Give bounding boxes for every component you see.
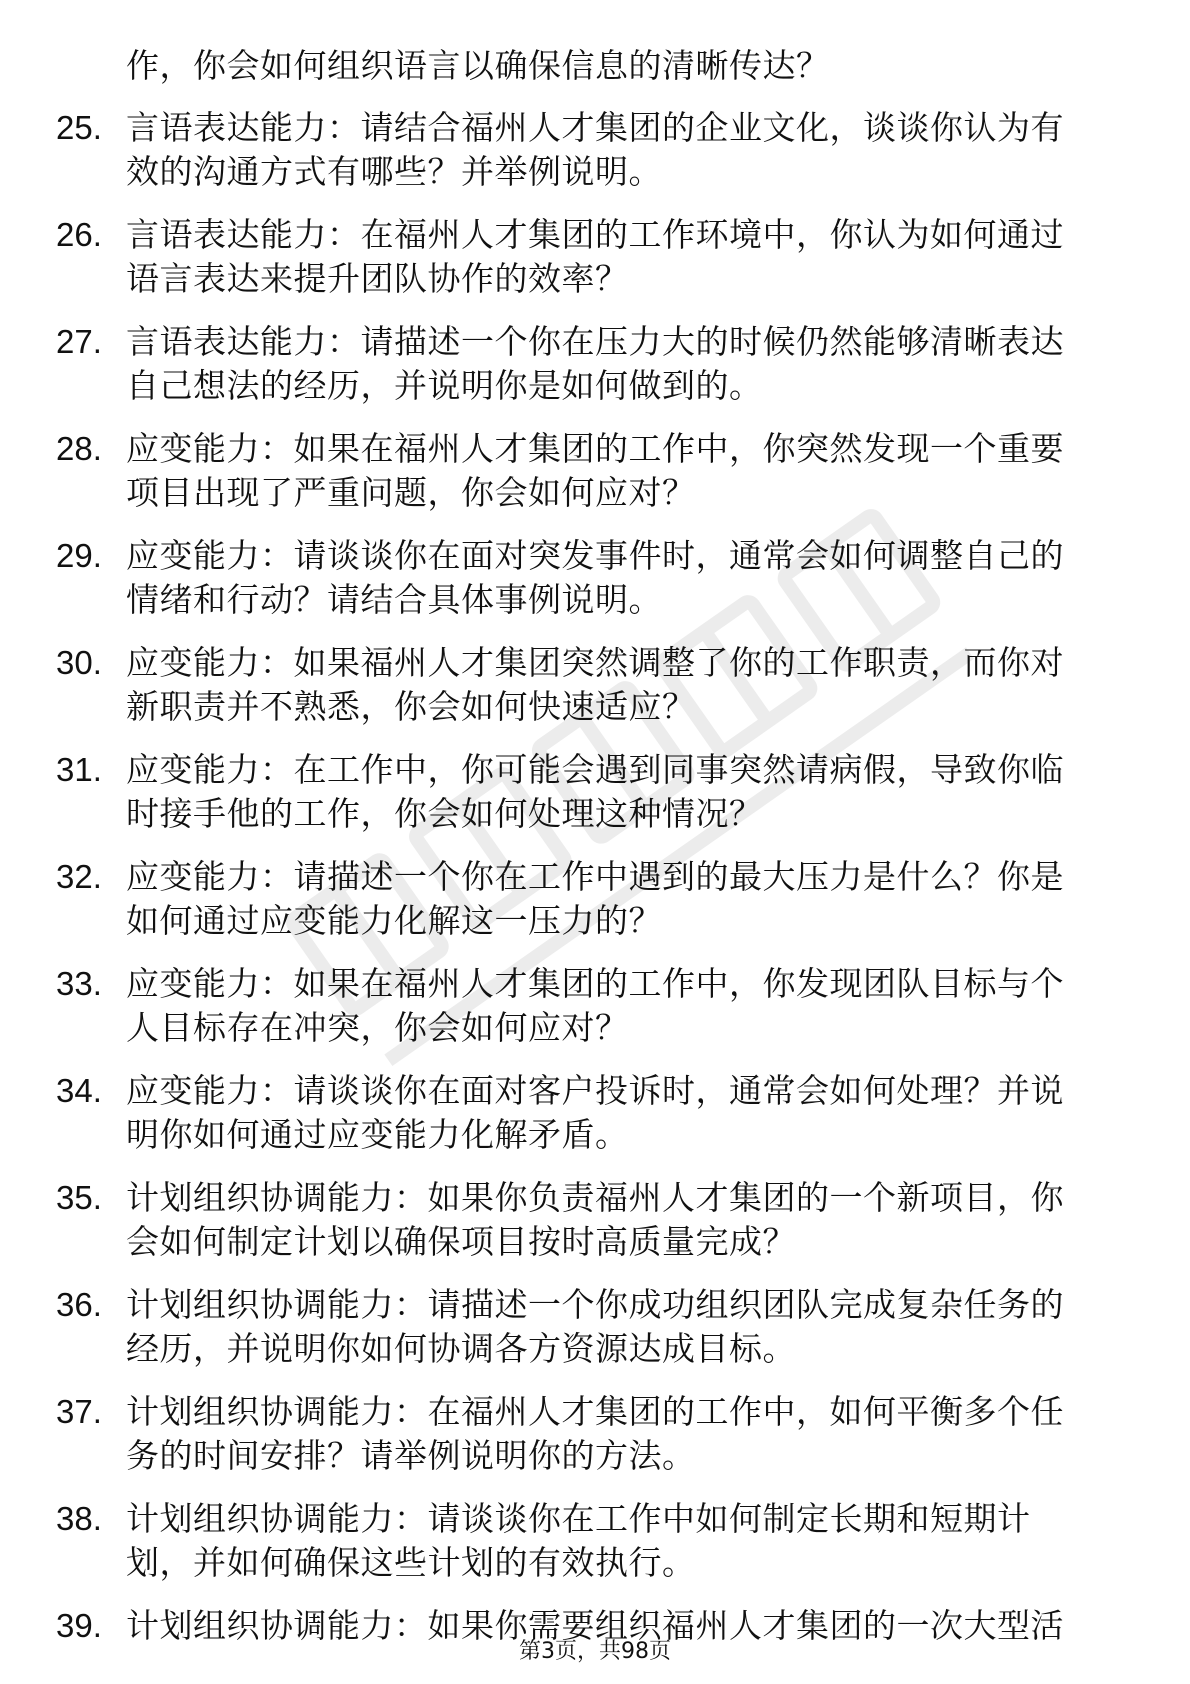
item-number: 38. xyxy=(56,1500,102,1537)
item-text-line: 应变能力：请描述一个你在工作中遇到的最大压力是什么？你是 xyxy=(126,857,1064,896)
page-footer: 第3页，共98页 xyxy=(519,1639,671,1664)
item-text xyxy=(126,320,1116,408)
item-text xyxy=(126,213,1116,301)
list-item xyxy=(56,641,1116,729)
list-item xyxy=(56,427,1116,515)
list-item xyxy=(56,1283,1116,1371)
item-text xyxy=(126,641,1116,729)
item-text-line: 自己想法的经历，并说明你是如何做到的。 xyxy=(126,366,763,405)
item-text xyxy=(126,1069,1116,1157)
item-number: 28. xyxy=(56,430,102,467)
item-text xyxy=(126,855,1116,943)
item-text-line: 言语表达能力：请描述一个你在压力大的时候仍然能够清晰表达 xyxy=(126,322,1064,361)
item-text-line: 应变能力：如果在福州人才集团的工作中，你发现团队目标与个 xyxy=(126,964,1064,1003)
item-text-line: 计划组织协调能力：如果你需要组织福州人才集团的一次大型活 xyxy=(126,1606,1064,1645)
list-item xyxy=(56,1176,1116,1264)
item-text xyxy=(126,1390,1116,1478)
item-text-line: 应变能力：在工作中，你可能会遇到同事突然请病假，导致你临 xyxy=(126,750,1064,789)
item-text-line: 情绪和行动？请结合具体事例说明。 xyxy=(126,580,662,619)
item-number: 26. xyxy=(56,216,102,253)
item-text-line: 语言表达来提升团队协作的效率？ xyxy=(126,259,629,298)
item-text-line: 划，并如何确保这些计划的有效执行。 xyxy=(126,1543,696,1582)
continued-question-text: 作，你会如何组织语言以确保信息的清晰传达？ xyxy=(126,46,830,85)
item-number: 29. xyxy=(56,537,102,574)
item-text xyxy=(126,106,1116,194)
item-text-line: 明你如何通过应变能力化解矛盾。 xyxy=(126,1115,629,1154)
item-text-line: 新职责并不熟悉，你会如何快速适应？ xyxy=(126,687,696,726)
item-text-line: 如何通过应变能力化解这一压力的？ xyxy=(126,901,662,940)
item-text xyxy=(126,534,1116,622)
item-text-line: 人目标存在冲突，你会如何应对？ xyxy=(126,1008,629,1047)
question-items xyxy=(56,106,1116,1648)
item-text xyxy=(126,748,1116,836)
item-text-line: 会如何制定计划以确保项目按时高质量完成？ xyxy=(126,1222,796,1261)
list-item xyxy=(56,1390,1116,1478)
item-number: 34. xyxy=(56,1072,102,1109)
item-text-line: 计划组织协调能力：请谈谈你在工作中如何制定长期和短期计 xyxy=(126,1499,1031,1538)
list-item xyxy=(56,855,1116,943)
list-item xyxy=(56,1069,1116,1157)
list-item xyxy=(56,106,1116,194)
item-text-line: 时接手他的工作，你会如何处理这种情况？ xyxy=(126,794,763,833)
item-number: 25. xyxy=(56,109,102,146)
item-text-line: 务的时间安排？请举例说明你的方法。 xyxy=(126,1436,696,1475)
item-number: 39. xyxy=(56,1607,102,1644)
item-text-line: 效的沟通方式有哪些？并举例说明。 xyxy=(126,152,662,191)
item-text xyxy=(126,427,1116,515)
list-item xyxy=(56,320,1116,408)
list-item xyxy=(56,962,1116,1050)
list-item xyxy=(56,748,1116,836)
question-list xyxy=(56,44,1116,1667)
item-text-line: 应变能力：如果在福州人才集团的工作中，你突然发现一个重要 xyxy=(126,429,1064,468)
list-item xyxy=(56,1497,1116,1585)
item-number: 33. xyxy=(56,965,102,1002)
item-text xyxy=(126,1283,1116,1371)
item-text-line: 经历，并说明你如何协调各方资源达成目标。 xyxy=(126,1329,796,1368)
item-text xyxy=(126,1176,1116,1264)
item-number: 31. xyxy=(56,751,102,788)
item-number: 36. xyxy=(56,1286,102,1323)
item-number: 37. xyxy=(56,1393,102,1430)
item-number: 32. xyxy=(56,858,102,895)
item-text-line: 计划组织协调能力：如果你负责福州人才集团的一个新项目，你 xyxy=(126,1178,1064,1217)
item-text-line: 应变能力：请谈谈你在面对突发事件时，通常会如何调整自己的 xyxy=(126,536,1064,575)
item-text-line: 应变能力：请谈谈你在面对客户投诉时，通常会如何处理？并说 xyxy=(126,1071,1064,1110)
item-text xyxy=(126,962,1116,1050)
item-number: 35. xyxy=(56,1179,102,1216)
item-text xyxy=(126,1497,1116,1585)
item-text-line: 计划组织协调能力：在福州人才集团的工作中，如何平衡多个任 xyxy=(126,1392,1064,1431)
item-text-line: 计划组织协调能力：请描述一个你成功组织团队完成复杂任务的 xyxy=(126,1285,1064,1324)
item-text-line: 应变能力：如果福州人才集团突然调整了你的工作职责，而你对 xyxy=(126,643,1064,682)
item-number: 27. xyxy=(56,323,102,360)
item-text-line: 言语表达能力：在福州人才集团的工作环境中，你认为如何通过 xyxy=(126,215,1064,254)
list-item xyxy=(56,213,1116,301)
item-text-line: 言语表达能力：请结合福州人才集团的企业文化，谈谈你认为有 xyxy=(126,108,1064,147)
list-item xyxy=(56,534,1116,622)
item-number: 30. xyxy=(56,644,102,681)
item-text-line: 项目出现了严重问题，你会如何应对？ xyxy=(126,473,696,512)
